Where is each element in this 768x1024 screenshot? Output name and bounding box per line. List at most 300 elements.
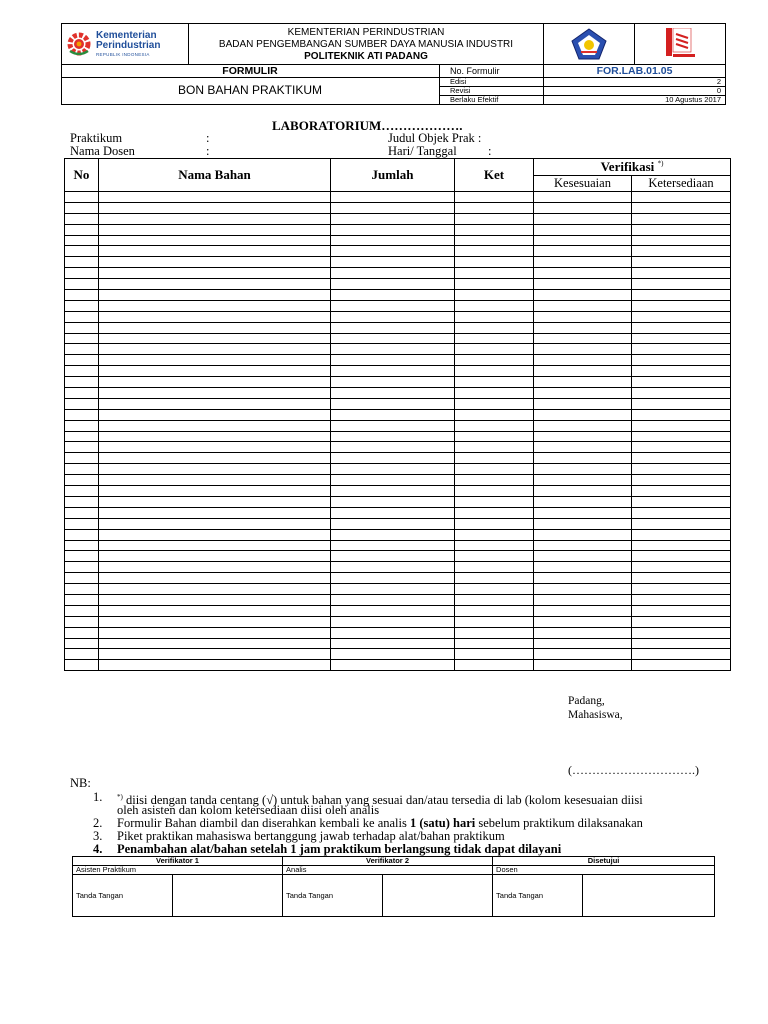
cell-ketersediaan[interactable]	[632, 529, 731, 540]
cell-ket[interactable]	[455, 202, 534, 213]
cell-no[interactable]	[65, 594, 99, 605]
form-title: BON BAHAN PRAKTIKUM	[177, 83, 323, 97]
cell-nama-bahan[interactable]	[99, 409, 331, 420]
cell-no[interactable]	[65, 202, 99, 213]
cell-ketersediaan[interactable]	[632, 300, 731, 311]
cell-no[interactable]	[65, 616, 99, 627]
cell-jumlah[interactable]	[331, 660, 455, 671]
cell-kesesuaian[interactable]	[534, 246, 632, 257]
cell-nama-bahan[interactable]	[99, 344, 331, 355]
cell-no[interactable]	[65, 268, 99, 279]
cell-ket[interactable]	[455, 496, 534, 507]
cell-jumlah[interactable]	[331, 627, 455, 638]
cell-ketersediaan[interactable]	[632, 235, 731, 246]
cell-nama-bahan[interactable]	[99, 246, 331, 257]
cell-jumlah[interactable]	[331, 213, 455, 224]
cell-ket[interactable]	[455, 355, 534, 366]
table-row	[65, 224, 731, 235]
cell-ket[interactable]	[455, 398, 534, 409]
cell-kesesuaian[interactable]	[534, 562, 632, 573]
cell-ket[interactable]	[455, 605, 534, 616]
cell-kesesuaian[interactable]	[534, 268, 632, 279]
cell-ket[interactable]	[455, 344, 534, 355]
cell-jumlah[interactable]	[331, 638, 455, 649]
cell-nama-bahan[interactable]	[99, 584, 331, 595]
cell-ket[interactable]	[455, 475, 534, 486]
cell-jumlah[interactable]	[331, 551, 455, 562]
cell-nama-bahan[interactable]	[99, 627, 331, 638]
cell-ketersediaan[interactable]	[632, 224, 731, 235]
cell-no[interactable]	[65, 290, 99, 301]
cell-ketersediaan[interactable]	[632, 377, 731, 388]
cell-kesesuaian[interactable]	[534, 388, 632, 399]
cell-nama-bahan[interactable]	[99, 660, 331, 671]
cell-ket[interactable]	[455, 638, 534, 649]
cell-ketersediaan[interactable]	[632, 573, 731, 584]
cell-no[interactable]	[65, 300, 99, 311]
cell-ketersediaan[interactable]	[632, 649, 731, 660]
cell-ketersediaan[interactable]	[632, 344, 731, 355]
cell-kesesuaian[interactable]	[534, 235, 632, 246]
table-row	[65, 475, 731, 486]
cell-kesesuaian[interactable]	[534, 507, 632, 518]
table-row	[65, 279, 731, 290]
cell-ketersediaan[interactable]	[632, 388, 731, 399]
cell-kesesuaian[interactable]	[534, 453, 632, 464]
cell-ket[interactable]	[455, 235, 534, 246]
cell-jumlah[interactable]	[331, 388, 455, 399]
cell-jumlah[interactable]	[331, 475, 455, 486]
cell-jumlah[interactable]	[331, 224, 455, 235]
cell-nama-bahan[interactable]	[99, 594, 331, 605]
table-row	[65, 257, 731, 268]
cell-no[interactable]	[65, 279, 99, 290]
cell-jumlah[interactable]	[331, 594, 455, 605]
cell-ketersediaan[interactable]	[632, 279, 731, 290]
cell-ket[interactable]	[455, 366, 534, 377]
table-row	[65, 431, 731, 442]
verifier-2-sign-box	[383, 875, 493, 917]
cell-no[interactable]	[65, 551, 99, 562]
cell-no[interactable]	[65, 355, 99, 366]
meta-revisi-label: Revisi	[450, 86, 471, 95]
cell-nama-bahan[interactable]	[99, 311, 331, 322]
cell-nama-bahan[interactable]	[99, 290, 331, 301]
field-dosen-label: Nama Dosen	[70, 144, 135, 158]
verifier-1-head: Verifikator 1	[73, 857, 283, 866]
cell-jumlah[interactable]	[331, 529, 455, 540]
cell-ket[interactable]	[455, 518, 534, 529]
cell-ketersediaan[interactable]	[632, 551, 731, 562]
cell-jumlah[interactable]	[331, 605, 455, 616]
cell-no[interactable]	[65, 442, 99, 453]
cell-nama-bahan[interactable]	[99, 475, 331, 486]
cell-kesesuaian[interactable]	[534, 540, 632, 551]
cell-nama-bahan[interactable]	[99, 377, 331, 388]
col-header-jumlah: Jumlah	[331, 159, 455, 192]
cell-ket[interactable]	[455, 224, 534, 235]
cell-no[interactable]	[65, 322, 99, 333]
cell-jumlah[interactable]	[331, 279, 455, 290]
cell-nama-bahan[interactable]	[99, 300, 331, 311]
cell-no[interactable]	[65, 562, 99, 573]
cell-ketersediaan[interactable]	[632, 616, 731, 627]
cell-nama-bahan[interactable]	[99, 605, 331, 616]
cell-kesesuaian[interactable]	[534, 300, 632, 311]
cell-jumlah[interactable]	[331, 616, 455, 627]
cell-kesesuaian[interactable]	[534, 573, 632, 584]
cell-jumlah[interactable]	[331, 344, 455, 355]
cell-kesesuaian[interactable]	[534, 627, 632, 638]
cell-no[interactable]	[65, 660, 99, 671]
cell-ketersediaan[interactable]	[632, 420, 731, 431]
cell-kesesuaian[interactable]	[534, 529, 632, 540]
cell-ket[interactable]	[455, 290, 534, 301]
col-header-ketersediaan: Ketersediaan	[632, 176, 731, 192]
materials-table-body	[65, 192, 731, 671]
cell-nama-bahan[interactable]	[99, 398, 331, 409]
note-1-mark: *)	[117, 793, 123, 801]
cell-ket[interactable]	[455, 562, 534, 573]
note-2-part-a: Formulir Bahan diambil dan diserahkan kembali ke analis	[117, 816, 410, 830]
cell-jumlah[interactable]	[331, 453, 455, 464]
cell-ket[interactable]	[455, 627, 534, 638]
cell-no[interactable]	[65, 398, 99, 409]
cell-jumlah[interactable]	[331, 300, 455, 311]
cell-no[interactable]	[65, 453, 99, 464]
cell-kesesuaian[interactable]	[534, 442, 632, 453]
cell-ketersediaan[interactable]	[632, 562, 731, 573]
cell-ketersediaan[interactable]	[632, 496, 731, 507]
cell-jumlah[interactable]	[331, 246, 455, 257]
cell-jumlah[interactable]	[331, 562, 455, 573]
cell-no[interactable]	[65, 573, 99, 584]
header-org-block	[188, 27, 544, 63]
cell-nama-bahan[interactable]	[99, 518, 331, 529]
cell-kesesuaian[interactable]	[534, 202, 632, 213]
cell-kesesuaian[interactable]	[534, 486, 632, 497]
cell-ket[interactable]	[455, 551, 534, 562]
cell-kesesuaian[interactable]	[534, 322, 632, 333]
cell-kesesuaian[interactable]	[534, 605, 632, 616]
cell-ket[interactable]	[455, 322, 534, 333]
cell-ket[interactable]	[455, 333, 534, 344]
cell-ket[interactable]	[455, 573, 534, 584]
cell-jumlah[interactable]	[331, 333, 455, 344]
cell-kesesuaian[interactable]	[534, 518, 632, 529]
cell-no[interactable]	[65, 257, 99, 268]
cell-nama-bahan[interactable]	[99, 268, 331, 279]
cell-nama-bahan[interactable]	[99, 279, 331, 290]
cell-nama-bahan[interactable]	[99, 616, 331, 627]
cell-ket[interactable]	[455, 246, 534, 257]
cell-jumlah[interactable]	[331, 398, 455, 409]
cell-no[interactable]	[65, 213, 99, 224]
cell-ketersediaan[interactable]	[632, 192, 731, 203]
cell-no[interactable]	[65, 464, 99, 475]
cell-no[interactable]	[65, 235, 99, 246]
cell-kesesuaian[interactable]	[534, 475, 632, 486]
cell-no[interactable]	[65, 366, 99, 377]
cell-jumlah[interactable]	[331, 377, 455, 388]
cell-no[interactable]	[65, 638, 99, 649]
cell-no[interactable]	[65, 246, 99, 257]
table-row	[65, 300, 731, 311]
cell-kesesuaian[interactable]	[534, 366, 632, 377]
cell-no[interactable]	[65, 431, 99, 442]
org-school: POLITEKNIK ATI PADANG	[304, 51, 428, 62]
meta-revisi-value: 0	[716, 86, 721, 95]
cell-no[interactable]	[65, 475, 99, 486]
cell-jumlah[interactable]	[331, 496, 455, 507]
cell-nama-bahan[interactable]	[99, 355, 331, 366]
cell-kesesuaian[interactable]	[534, 257, 632, 268]
cell-nama-bahan[interactable]	[99, 573, 331, 584]
cell-no[interactable]	[65, 311, 99, 322]
cell-kesesuaian[interactable]	[534, 311, 632, 322]
meta-berlaku-value: 10 Agustus 2017	[665, 95, 721, 104]
cell-no[interactable]	[65, 518, 99, 529]
cell-ketersediaan[interactable]	[632, 584, 731, 595]
cell-jumlah[interactable]	[331, 507, 455, 518]
cell-kesesuaian[interactable]	[534, 333, 632, 344]
cell-ketersediaan[interactable]	[632, 246, 731, 257]
cell-jumlah[interactable]	[331, 235, 455, 246]
cell-no[interactable]	[65, 420, 99, 431]
cell-no[interactable]	[65, 605, 99, 616]
cell-kesesuaian[interactable]	[534, 377, 632, 388]
cell-nama-bahan[interactable]	[99, 235, 331, 246]
cell-ketersediaan[interactable]	[632, 507, 731, 518]
cell-jumlah[interactable]	[331, 366, 455, 377]
cell-nama-bahan[interactable]	[99, 366, 331, 377]
cell-no[interactable]	[65, 409, 99, 420]
cell-ket[interactable]	[455, 311, 534, 322]
cell-kesesuaian[interactable]	[534, 616, 632, 627]
cell-no[interactable]	[65, 496, 99, 507]
cell-jumlah[interactable]	[331, 268, 455, 279]
col-header-kesesuaian: Kesesuaian	[534, 176, 632, 192]
cell-no[interactable]	[65, 192, 99, 203]
table-row	[65, 562, 731, 573]
cell-jumlah[interactable]	[331, 257, 455, 268]
cell-ketersediaan[interactable]	[632, 366, 731, 377]
cell-no[interactable]	[65, 344, 99, 355]
cell-ketersediaan[interactable]	[632, 355, 731, 366]
cell-nama-bahan[interactable]	[99, 213, 331, 224]
cell-no[interactable]	[65, 529, 99, 540]
cell-ket[interactable]	[455, 584, 534, 595]
cell-kesesuaian[interactable]	[534, 290, 632, 301]
cell-no[interactable]	[65, 486, 99, 497]
cell-nama-bahan[interactable]	[99, 224, 331, 235]
cell-ketersediaan[interactable]	[632, 268, 731, 279]
cell-ketersediaan[interactable]	[632, 540, 731, 551]
cell-ketersediaan[interactable]	[632, 333, 731, 344]
cell-nama-bahan[interactable]	[99, 649, 331, 660]
cell-no[interactable]	[65, 584, 99, 595]
cell-nama-bahan[interactable]	[99, 507, 331, 518]
gear-logo-icon	[66, 31, 92, 57]
cell-ketersediaan[interactable]	[632, 475, 731, 486]
cell-kesesuaian[interactable]	[534, 551, 632, 562]
logo-line-3: REPUBLIK INDONESIA	[96, 52, 150, 57]
cell-ket[interactable]	[455, 300, 534, 311]
cell-ketersediaan[interactable]	[632, 290, 731, 301]
cell-ket[interactable]	[455, 377, 534, 388]
cell-kesesuaian[interactable]	[534, 192, 632, 203]
cell-ketersediaan[interactable]	[632, 257, 731, 268]
cell-jumlah[interactable]	[331, 573, 455, 584]
cell-nama-bahan[interactable]	[99, 496, 331, 507]
cell-ket[interactable]	[455, 616, 534, 627]
cell-kesesuaian[interactable]	[534, 464, 632, 475]
cell-ketersediaan[interactable]	[632, 431, 731, 442]
cell-jumlah[interactable]	[331, 486, 455, 497]
cell-nama-bahan[interactable]	[99, 464, 331, 475]
cell-jumlah[interactable]	[331, 409, 455, 420]
cell-ket[interactable]	[455, 388, 534, 399]
cell-ket[interactable]	[455, 442, 534, 453]
cell-ket[interactable]	[455, 213, 534, 224]
cell-kesesuaian[interactable]	[534, 594, 632, 605]
cell-kesesuaian[interactable]	[534, 649, 632, 660]
cell-ket[interactable]	[455, 529, 534, 540]
cell-ketersediaan[interactable]	[632, 453, 731, 464]
cell-ket[interactable]	[455, 279, 534, 290]
table-row	[65, 398, 731, 409]
cell-jumlah[interactable]	[331, 290, 455, 301]
cell-jumlah[interactable]	[331, 518, 455, 529]
cell-ket[interactable]	[455, 192, 534, 203]
cell-ketersediaan[interactable]	[632, 398, 731, 409]
cell-nama-bahan[interactable]	[99, 638, 331, 649]
cell-kesesuaian[interactable]	[534, 420, 632, 431]
cell-ketersediaan[interactable]	[632, 486, 731, 497]
cell-ketersediaan[interactable]	[632, 442, 731, 453]
cell-nama-bahan[interactable]	[99, 442, 331, 453]
cell-nama-bahan[interactable]	[99, 453, 331, 464]
note-2-number: 2.	[93, 816, 103, 830]
cell-ketersediaan[interactable]	[632, 638, 731, 649]
table-row	[65, 627, 731, 638]
cell-ket[interactable]	[455, 649, 534, 660]
cell-ketersediaan[interactable]	[632, 627, 731, 638]
cell-jumlah[interactable]	[331, 192, 455, 203]
cell-ketersediaan[interactable]	[632, 605, 731, 616]
table-row	[65, 366, 731, 377]
cell-nama-bahan[interactable]	[99, 486, 331, 497]
cell-ketersediaan[interactable]	[632, 409, 731, 420]
cell-nama-bahan[interactable]	[99, 192, 331, 203]
cell-nama-bahan[interactable]	[99, 333, 331, 344]
cell-ketersediaan[interactable]	[632, 594, 731, 605]
cell-ket[interactable]	[455, 409, 534, 420]
cell-jumlah[interactable]	[331, 355, 455, 366]
cell-kesesuaian[interactable]	[534, 213, 632, 224]
cell-nama-bahan[interactable]	[99, 529, 331, 540]
cell-ket[interactable]	[455, 540, 534, 551]
cell-kesesuaian[interactable]	[534, 638, 632, 649]
cell-jumlah[interactable]	[331, 540, 455, 551]
cell-nama-bahan[interactable]	[99, 202, 331, 213]
cell-kesesuaian[interactable]	[534, 398, 632, 409]
table-row	[65, 235, 731, 246]
cell-jumlah[interactable]	[331, 442, 455, 453]
cell-nama-bahan[interactable]	[99, 420, 331, 431]
cell-no[interactable]	[65, 540, 99, 551]
cell-kesesuaian[interactable]	[534, 355, 632, 366]
cell-nama-bahan[interactable]	[99, 257, 331, 268]
cell-jumlah[interactable]	[331, 322, 455, 333]
cell-ketersediaan[interactable]	[632, 311, 731, 322]
cell-ketersediaan[interactable]	[632, 202, 731, 213]
cell-no[interactable]	[65, 224, 99, 235]
cell-jumlah[interactable]	[331, 420, 455, 431]
cell-nama-bahan[interactable]	[99, 322, 331, 333]
cell-nama-bahan[interactable]	[99, 551, 331, 562]
table-row	[65, 311, 731, 322]
cell-jumlah[interactable]	[331, 464, 455, 475]
cell-kesesuaian[interactable]	[534, 496, 632, 507]
org-ministry: KEMENTERIAN PERINDUSTRIAN	[287, 27, 445, 38]
cell-no[interactable]	[65, 388, 99, 399]
cell-ket[interactable]	[455, 257, 534, 268]
cell-ketersediaan[interactable]	[632, 322, 731, 333]
table-row	[65, 213, 731, 224]
materials-table	[64, 158, 731, 671]
cell-kesesuaian[interactable]	[534, 660, 632, 671]
cell-ket[interactable]	[455, 660, 534, 671]
cell-ket[interactable]	[455, 453, 534, 464]
field-dosen-colon: :	[206, 144, 210, 158]
cell-ket[interactable]	[455, 268, 534, 279]
cell-jumlah[interactable]	[331, 202, 455, 213]
cell-ket[interactable]	[455, 431, 534, 442]
cell-no[interactable]	[65, 649, 99, 660]
cell-jumlah[interactable]	[331, 311, 455, 322]
cell-kesesuaian[interactable]	[534, 224, 632, 235]
cell-nama-bahan[interactable]	[99, 562, 331, 573]
cell-nama-bahan[interactable]	[99, 431, 331, 442]
cell-nama-bahan[interactable]	[99, 388, 331, 399]
cell-ket[interactable]	[455, 464, 534, 475]
col-header-ket: Ket	[455, 159, 534, 192]
meta-berlaku-label: Berlaku Efektif	[450, 95, 499, 104]
cell-ket[interactable]	[455, 594, 534, 605]
cell-no[interactable]	[65, 627, 99, 638]
cell-nama-bahan[interactable]	[99, 540, 331, 551]
cell-kesesuaian[interactable]	[534, 584, 632, 595]
cell-ket[interactable]	[455, 420, 534, 431]
cell-ketersediaan[interactable]	[632, 518, 731, 529]
cell-ketersediaan[interactable]	[632, 213, 731, 224]
cell-no[interactable]	[65, 377, 99, 388]
cell-jumlah[interactable]	[331, 649, 455, 660]
cell-no[interactable]	[65, 507, 99, 518]
cell-ketersediaan[interactable]	[632, 464, 731, 475]
cell-kesesuaian[interactable]	[534, 344, 632, 355]
cell-jumlah[interactable]	[331, 584, 455, 595]
cell-jumlah[interactable]	[331, 431, 455, 442]
cell-ket[interactable]	[455, 507, 534, 518]
cell-no[interactable]	[65, 333, 99, 344]
cell-kesesuaian[interactable]	[534, 279, 632, 290]
cell-kesesuaian[interactable]	[534, 431, 632, 442]
cell-ket[interactable]	[455, 486, 534, 497]
cell-ketersediaan[interactable]	[632, 660, 731, 671]
cell-kesesuaian[interactable]	[534, 409, 632, 420]
